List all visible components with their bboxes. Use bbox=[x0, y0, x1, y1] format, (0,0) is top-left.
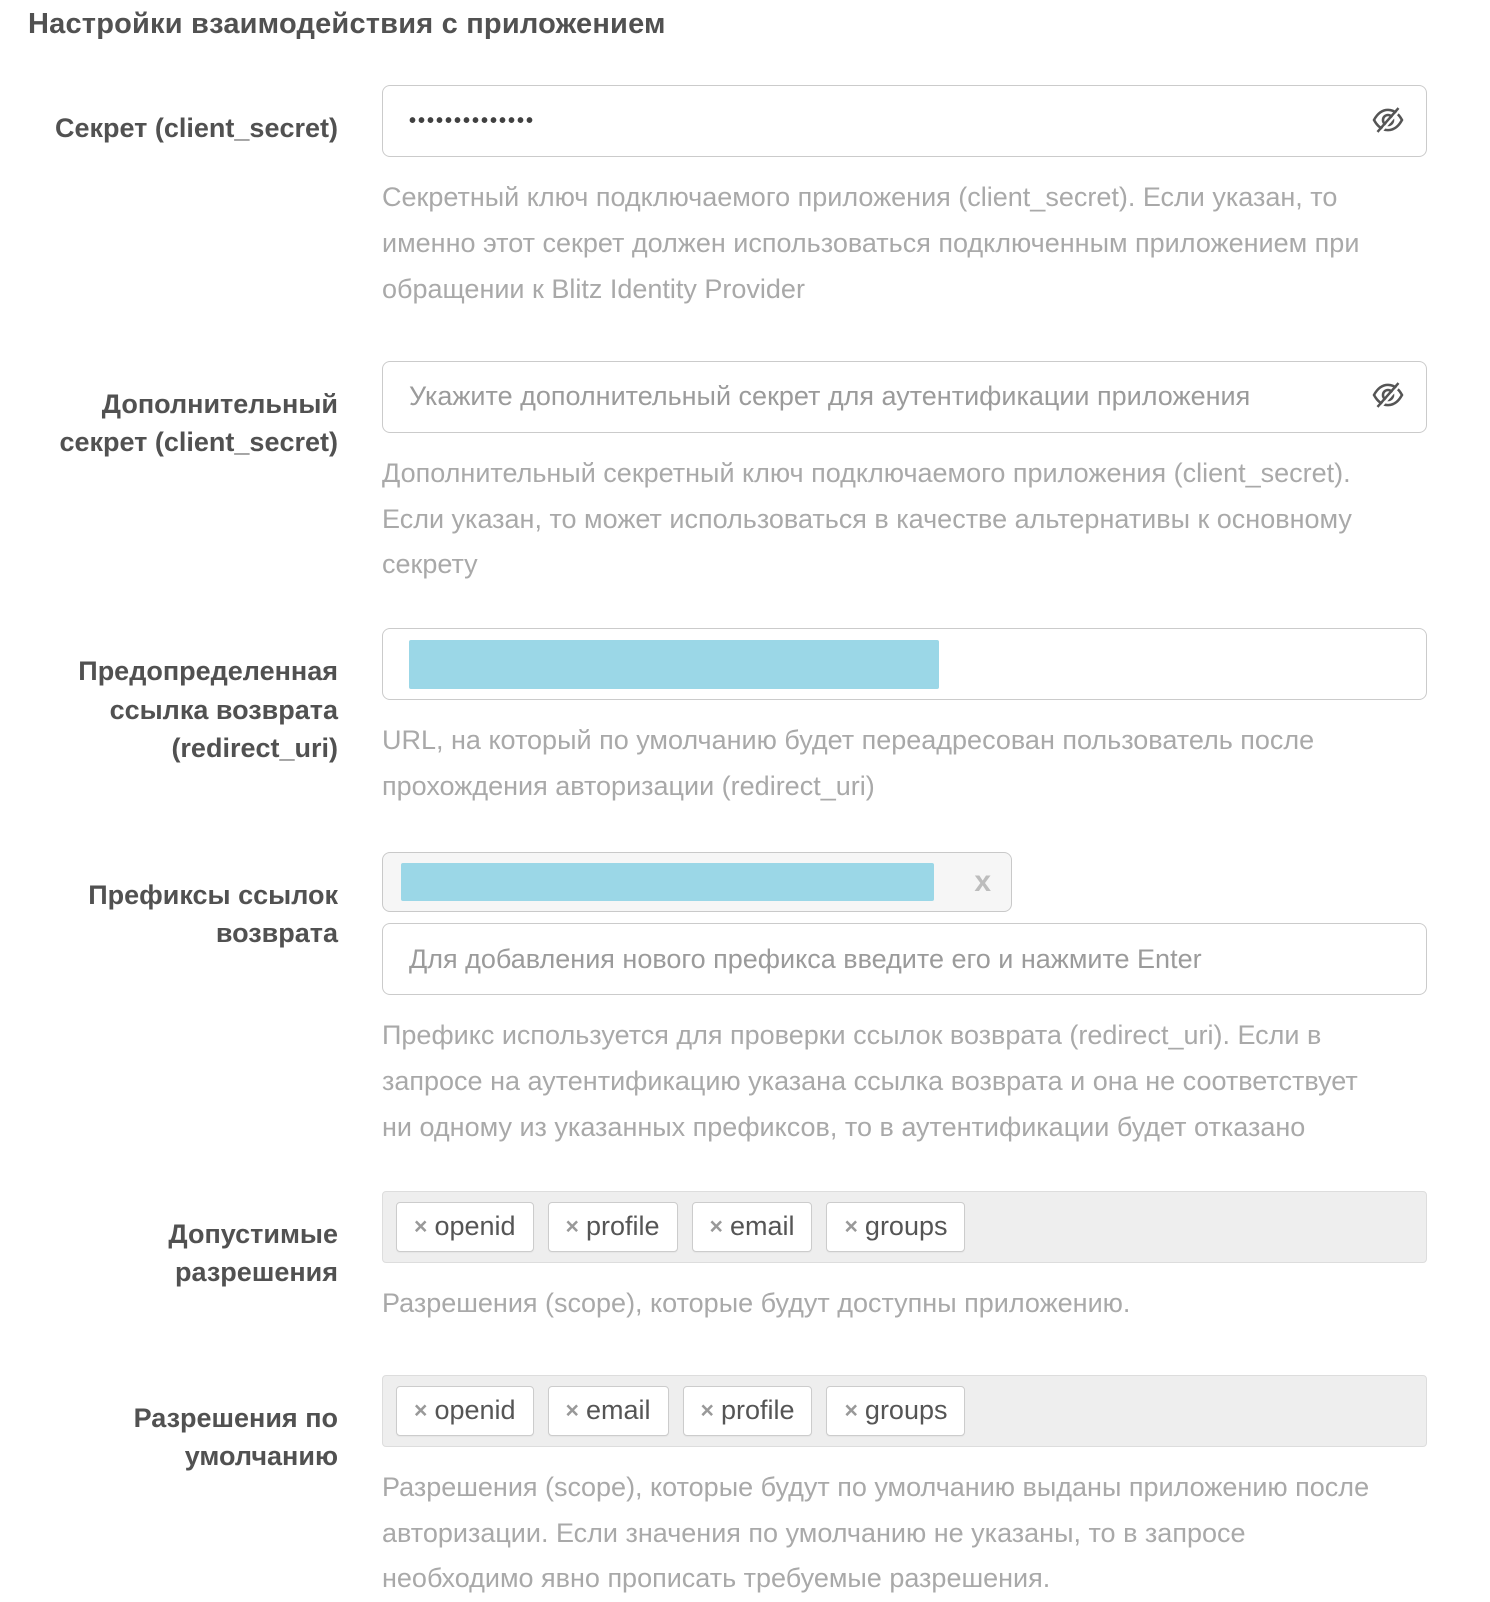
form-row-default-scopes bbox=[28, 1375, 1462, 1602]
default-scopes-box[interactable] bbox=[382, 1375, 1427, 1447]
form-row-redirect-prefixes bbox=[28, 852, 1462, 1151]
scope-tag bbox=[826, 1202, 965, 1252]
prefix-field-wrap bbox=[382, 923, 1427, 995]
redirect-uri-help: URL, на который по умолчанию будет переадресован пользователь после прохождения авторизации (redirect_uri) bbox=[382, 725, 1315, 802]
client-secret-input[interactable] bbox=[409, 110, 1366, 133]
additional-secret-input[interactable] bbox=[409, 381, 1366, 412]
prefix-tag bbox=[382, 852, 1012, 912]
client-secret-label: Секрет (client_secret) bbox=[55, 113, 338, 143]
scope-tag-label: email bbox=[585, 1394, 651, 1425]
client-secret-field-wrap bbox=[382, 85, 1427, 157]
remove-tag-icon[interactable]: × bbox=[700, 1397, 714, 1424]
redacted-value bbox=[401, 863, 934, 901]
redirect-prefixes-help: Префикс используется для проверки ссылок возврата (redirect_uri). Если в запросе на аутентификацию указана ссылка возврата и она не соответствует ни одному из указанных префиксов, то в аутентификации будет отказано bbox=[382, 1020, 1358, 1142]
remove-tag-icon[interactable]: × bbox=[709, 1213, 723, 1240]
default-scopes-label: Разрешения по умолчанию bbox=[133, 1402, 338, 1472]
form-row-client-secret bbox=[28, 85, 1462, 313]
form-row-allowed-scopes bbox=[28, 1191, 1462, 1327]
additional-secret-help: Дополнительный секретный ключ подключаемого приложения (client_secret). Если указан, то может использоваться в качестве альтернативы к основному секрету bbox=[382, 457, 1352, 580]
scope-tag-label: profile bbox=[585, 1210, 660, 1241]
scope-tag bbox=[548, 1386, 669, 1436]
toggle-secret-visibility-button[interactable] bbox=[1368, 101, 1408, 141]
client-secret-help: Секретный ключ подключаемого приложения (client_secret). Если указан, то именно этот секрет должен использоваться подключенным приложением при обращении к Blitz Identity Provider bbox=[382, 182, 1360, 304]
remove-tag-icon[interactable]: × bbox=[414, 1397, 428, 1424]
scope-tag bbox=[396, 1202, 534, 1252]
scope-tag-label: email bbox=[729, 1210, 795, 1241]
eye-slash-icon bbox=[1371, 381, 1405, 412]
scope-tag-label: groups bbox=[864, 1210, 948, 1241]
remove-prefix-icon[interactable]: x bbox=[974, 865, 991, 899]
toggle-additional-secret-visibility-button[interactable] bbox=[1368, 377, 1408, 417]
scope-tag-label: openid bbox=[434, 1394, 516, 1425]
scope-tag bbox=[548, 1202, 678, 1252]
remove-tag-icon[interactable]: × bbox=[844, 1397, 858, 1424]
scope-tag-label: openid bbox=[434, 1210, 516, 1241]
remove-tag-icon[interactable]: × bbox=[844, 1213, 858, 1240]
additional-secret-label: Дополнительный секрет (client_secret) bbox=[59, 388, 338, 457]
scope-tag bbox=[826, 1386, 965, 1436]
remove-tag-icon[interactable]: × bbox=[414, 1213, 428, 1240]
eye-slash-icon bbox=[1371, 106, 1405, 137]
redirect-prefixes-label: Префиксы ссылок возврата bbox=[88, 880, 338, 949]
additional-secret-field-wrap bbox=[382, 361, 1427, 433]
remove-tag-icon[interactable]: × bbox=[565, 1397, 579, 1424]
remove-tag-icon[interactable]: × bbox=[565, 1213, 579, 1240]
scope-tag-label: groups bbox=[864, 1394, 948, 1425]
redirect-uri-label: Предопределенная ссылка возврата (redirect_uri) bbox=[78, 656, 338, 763]
scope-tag bbox=[692, 1202, 813, 1252]
redirect-uri-field-wrap[interactable] bbox=[382, 628, 1427, 700]
form-row-redirect-uri bbox=[28, 628, 1462, 810]
allowed-scopes-label: Допустимые разрешения bbox=[168, 1218, 338, 1288]
page-title: Настройки взаимодействия с приложением bbox=[28, 8, 666, 40]
allowed-scopes-help: Разрешения (scope), которые будут доступны приложению. bbox=[382, 1287, 1131, 1318]
form-row-additional-secret bbox=[28, 361, 1462, 589]
scope-tag-label: profile bbox=[720, 1394, 795, 1425]
allowed-scopes-box[interactable] bbox=[382, 1191, 1427, 1263]
redacted-value bbox=[409, 640, 939, 689]
scope-tag bbox=[683, 1386, 813, 1436]
scope-tag bbox=[396, 1386, 534, 1436]
default-scopes-help: Разрешения (scope), которые будут по умолчанию выданы приложению после авторизации. Если значения по умолчанию не указаны, то в запросе необходимо явно прописать требуемые разрешения. bbox=[382, 1471, 1370, 1594]
add-prefix-input[interactable] bbox=[409, 944, 1400, 975]
